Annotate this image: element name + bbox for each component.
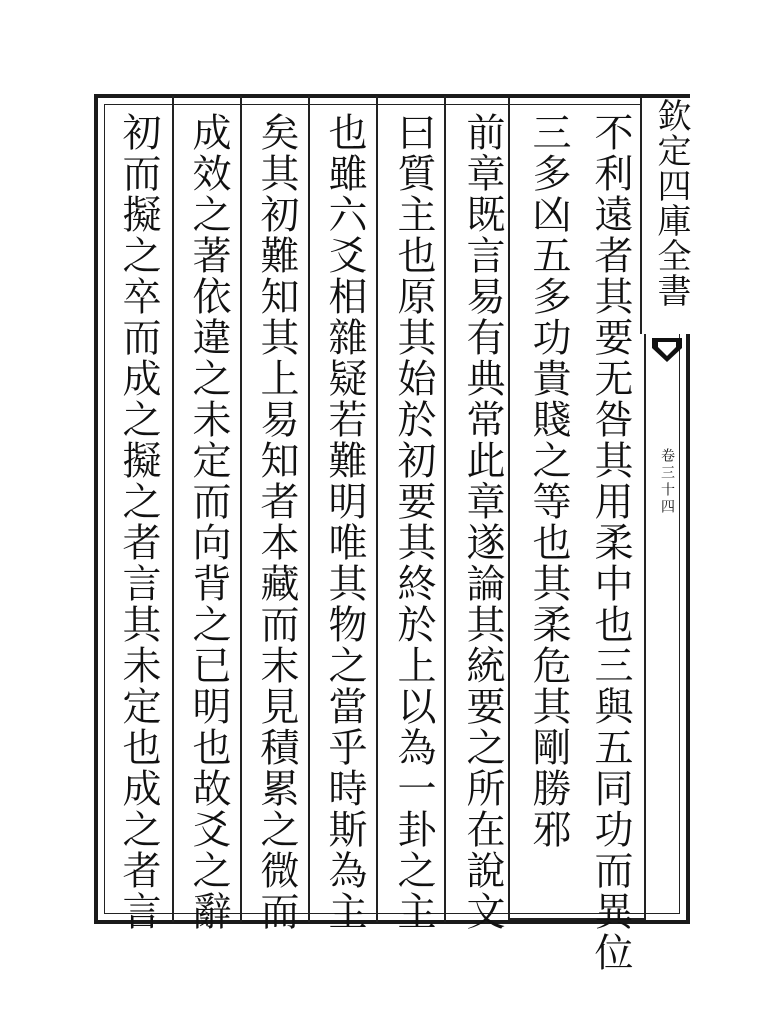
text-column-3: 前章既言易有典常此章遂論其統要之所在說文: [460, 112, 505, 932]
text-column-2: 三多凶五多功貴賤之等也其柔危其剛勝邪: [526, 112, 571, 850]
text-column-7: 成效之著依違之未定而向背之已明也故爻之辭: [186, 112, 231, 932]
column-divider: [240, 96, 242, 922]
text-column-6: 矣其初難知其上易知者本藏而末見積累之微而: [254, 112, 299, 932]
text-column-5: 也雖六爻相雜疑若難明唯其物之當乎時斯為主: [322, 112, 367, 932]
text-column-8: 初而擬之卒而成之擬之者言其未定也成之者言: [116, 112, 161, 932]
column-divider: [172, 96, 174, 922]
margin-title: 欽定四庫全書: [640, 98, 696, 334]
volume-label: 卷三十四: [659, 448, 675, 516]
column-divider: [376, 96, 378, 922]
column-divider: [308, 96, 310, 922]
fishtail-mark-icon: [650, 336, 684, 366]
column-divider: [444, 96, 446, 922]
text-column-1: 不利遠者其要无咎其用柔中也三與五同功而異位: [588, 112, 633, 973]
text-column-4: 曰質主也原其始於初要其終於上以為一卦之主: [391, 112, 436, 932]
